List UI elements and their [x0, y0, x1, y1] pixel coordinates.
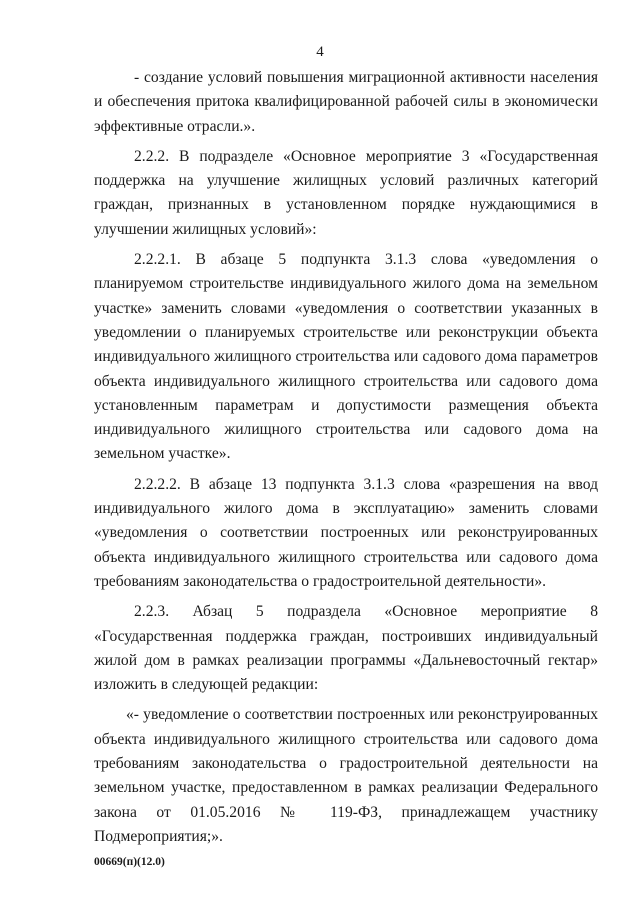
- document-code: 00669(п)(12.0): [94, 856, 165, 868]
- paragraph-5: 2.2.3. Абзац 5 подраздела «Основное мероприятие 8 «Государственная поддержка граждан, построивших индивидуальный жилой дом в рамках реализации программы «Дальневосточный гектар» изложить в следующей редакции:: [94, 603, 598, 694]
- paragraph-2: 2.2.2. В подразделе «Основное мероприятие 3 «Государственная поддержка на улучшение жилищных условий различных категорий граждан, признанных в установленном порядке нуждающимися в улучшении жилищных условий»:: [94, 147, 598, 238]
- paragraph-4: 2.2.2.2. В абзаце 13 подпункта 3.1.3 слова «разрешения на ввод индивидуального жилого дома в эксплуатацию» заменить словами «уведомления о соответствии построенных или реконструированных объекта индивидуального жилищного строительства или садового дома требованиям законодательства о градостроительной деятельности».: [94, 475, 598, 590]
- document-body: [94, 66, 598, 855]
- paragraph-1: - создание условий повышения миграционной активности населения и обеспечения притока квалифицированной рабочей силы в экономически эффективные отрасли.».: [94, 69, 598, 135]
- paragraph-3: 2.2.2.1. В абзаце 5 подпункта 3.1.3 слова «уведомления о планируемом строительстве индивидуального жилого дома на земельном участке» заменить словами «уведомления о соответствии указанных в уведомлении о планируемых строительстве или реконструкции объекта индивидуального жилищного строительства или садового дома параметров объекта индивидуального жилищного строительства или садового дома установленным параметрам и допустимости размещения объекта индивидуального жилищного строительства или садового дома на земельном участке».: [94, 251, 598, 463]
- page-number: 4: [316, 44, 324, 60]
- paragraph-6: «- уведомление о соответствии построенных или реконструированных объекта индивидуального жилищного строительства или садового дома требованиям законодательства о градостроительной деятельности на земельном участке, предоставленном в рамках реализации Федерального закона от 01.05.2016 № 119-ФЗ, принадлежащем участнику Подмероприятия;».: [94, 706, 598, 845]
